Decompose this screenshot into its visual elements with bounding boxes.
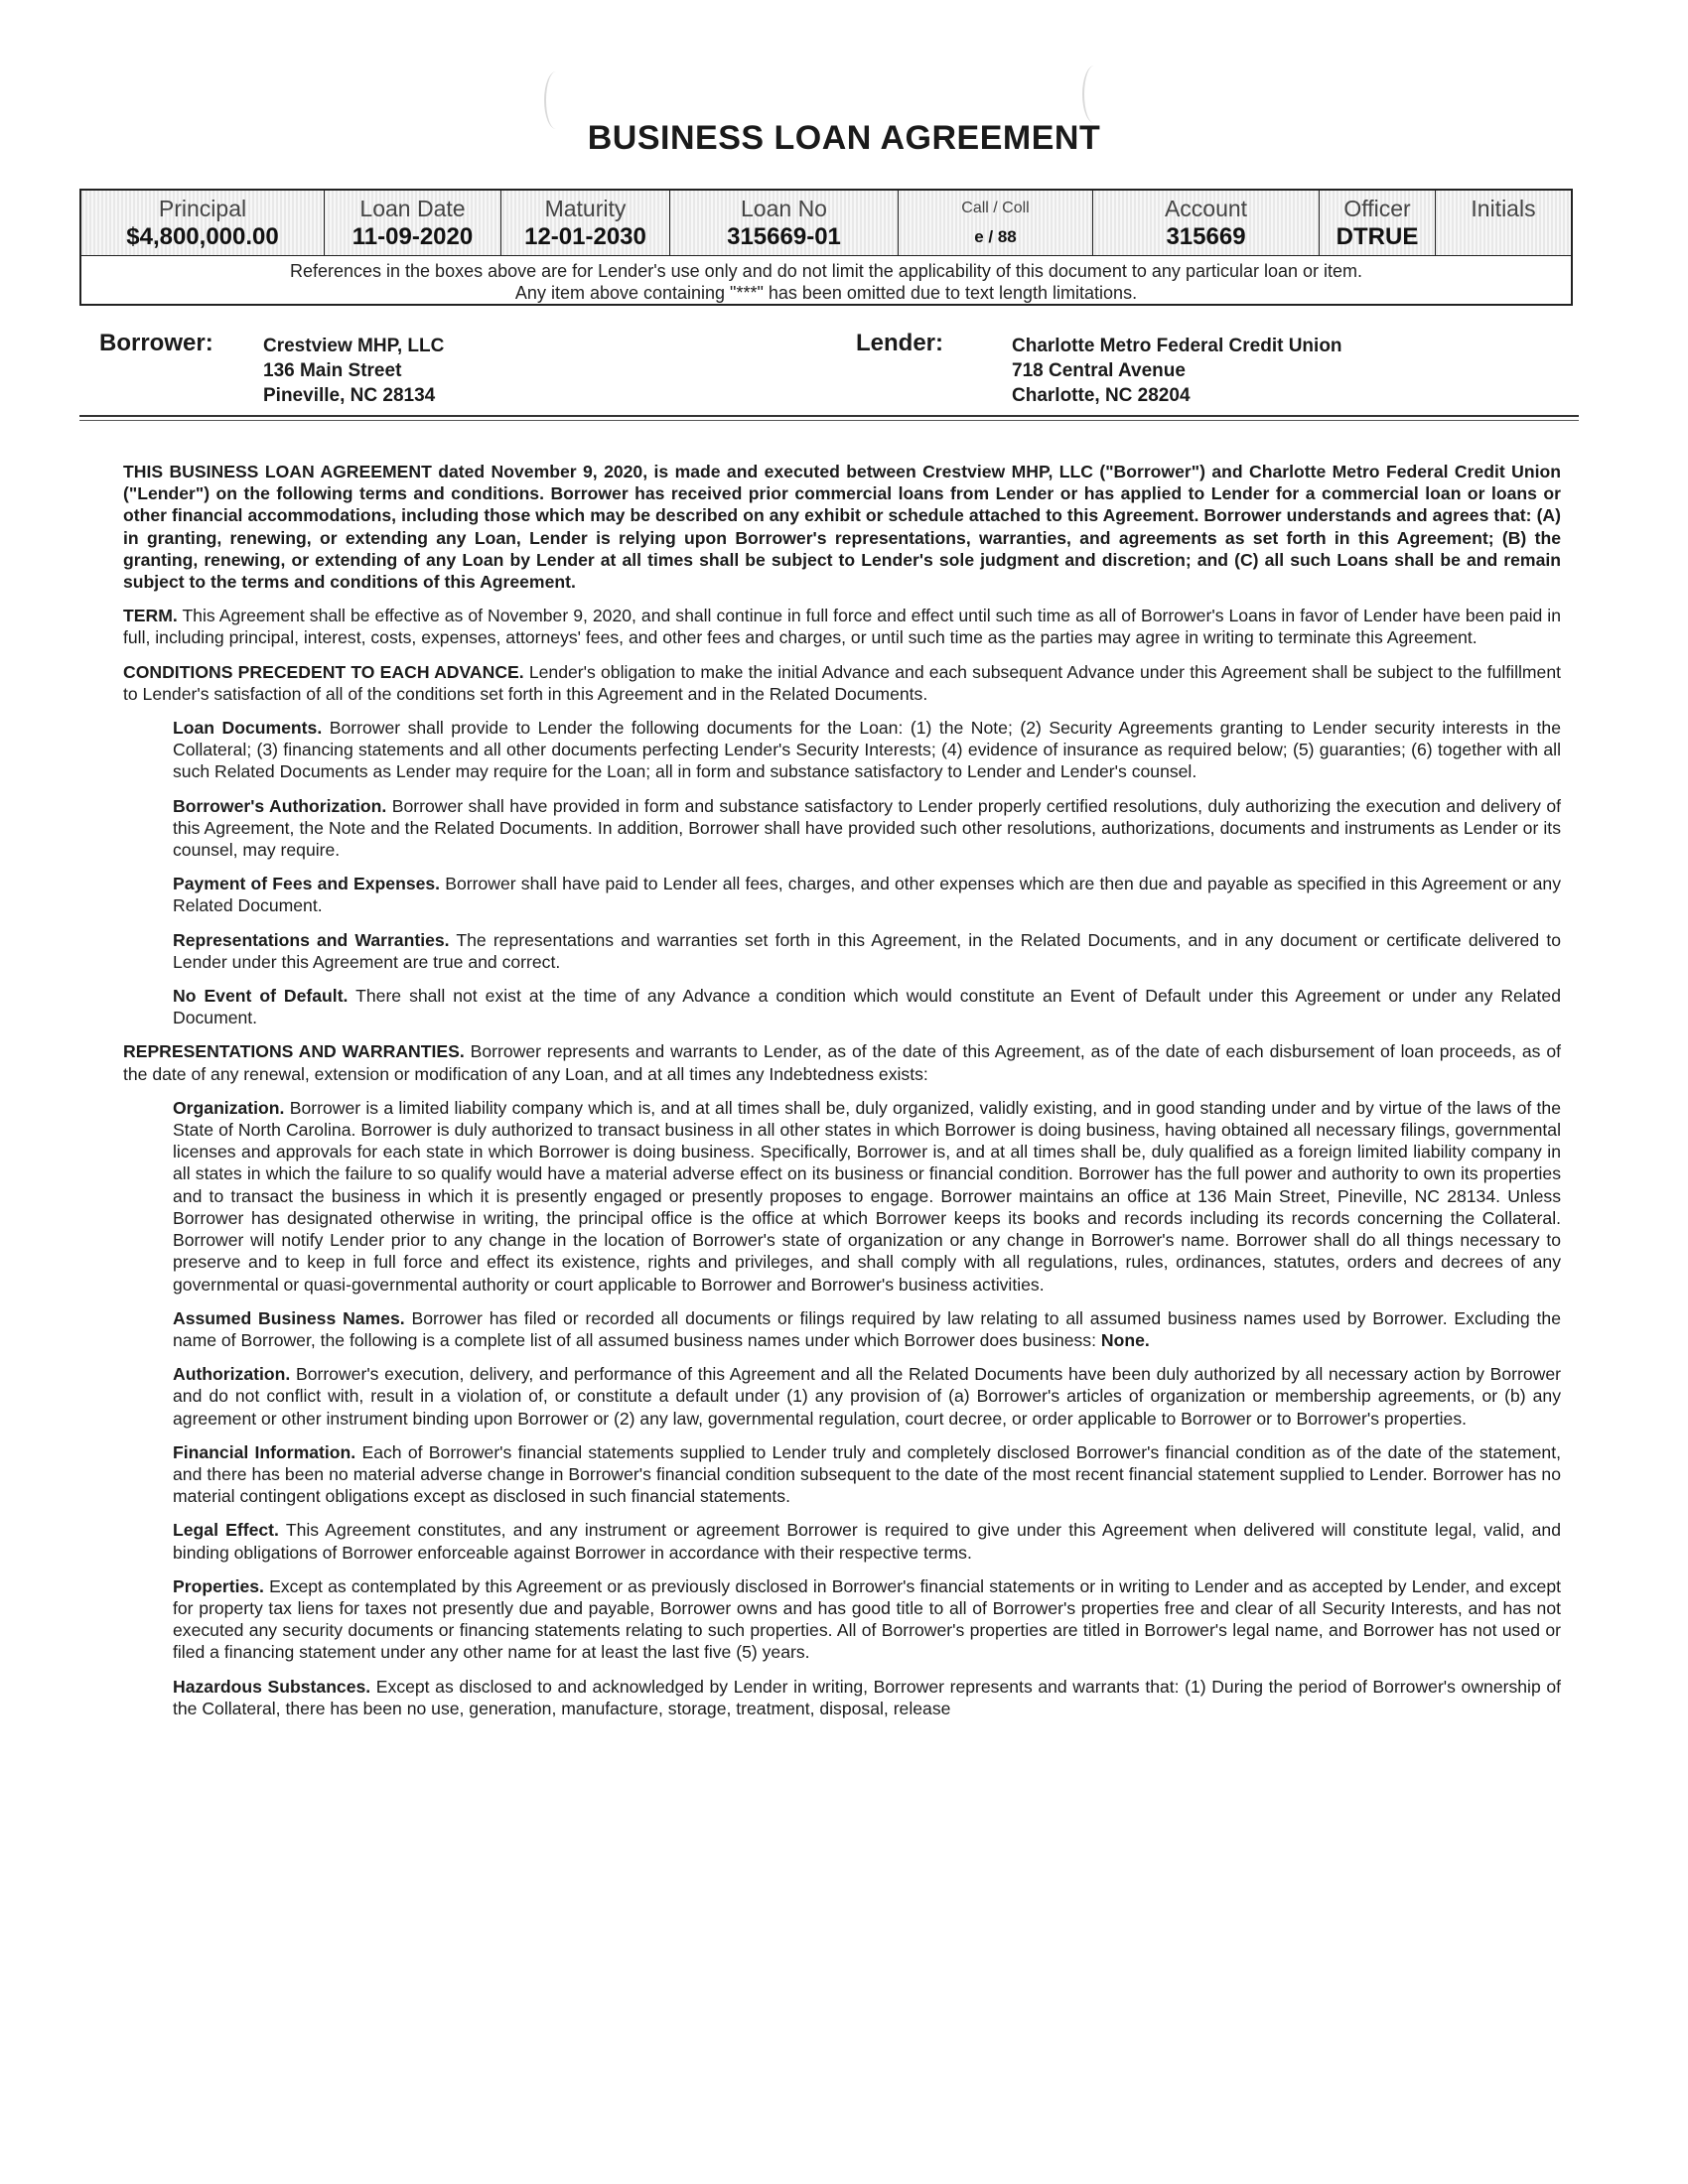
conditions-heading: CONDITIONS PRECEDENT TO EACH ADVANCE. [123, 661, 524, 682]
maturity-label: Maturity [544, 196, 627, 221]
representation-heading: Hazardous Substances. [173, 1676, 371, 1697]
condition-text: Borrower shall have paid to Lender all fees, charges, and other expenses which are then due and payable as specified in this Agreement or any Related Document. [173, 874, 1562, 916]
officer-label: Officer [1343, 196, 1411, 221]
account-cell [1093, 191, 1320, 255]
principal-value: $4,800,000.00 [126, 223, 279, 250]
agreement-body [123, 461, 1561, 1731]
lender-street: 718 Central Avenue [1012, 360, 1186, 381]
lender-city: Charlotte, NC 28204 [1012, 385, 1191, 406]
loan-date-value: 11-09-2020 [352, 223, 474, 250]
borrower-address [263, 334, 444, 408]
representation-text: Each of Borrower's financial statements supplied to Lender truly and completely disclosed Borrower's financial condition as of the date of the statement, and there has been no material adverse change in Borrower's financial condition subsequent to the date of the most recent financial statement supplied to Lender. Borrower has no material contingent obligations except as disclosed in such financial statements. [173, 1441, 1561, 1507]
condition-item [173, 985, 1561, 1028]
initials-label: Initials [1471, 196, 1536, 221]
loan-no-cell [670, 191, 899, 255]
representation-item [173, 1519, 1561, 1563]
borrower-label: Borrower: [99, 330, 213, 356]
representation-heading: Legal Effect. [173, 1520, 279, 1541]
loan-no-value: 315669-01 [727, 223, 841, 250]
condition-heading: Loan Documents. [173, 718, 323, 739]
loan-date-cell [325, 191, 501, 255]
header-divider [79, 415, 1579, 417]
reference-note-line: References in the boxes above are for Lender's use only and do not limit the applicability of this document to any particular loan or item. [289, 261, 1363, 281]
representation-text: This Agreement constitutes, and any instrument or agreement Borrower is required to give under this Agreement when delivered will constitute legal, valid, and binding obligations of Borrower enforceable against Borrower in accordance with their respective terms. [173, 1520, 1561, 1563]
condition-heading: Representations and Warranties. [173, 929, 450, 950]
document-title: BUSINESS LOAN AGREEMENT [587, 119, 1101, 157]
representation-item [173, 1441, 1561, 1508]
term-heading: TERM. [123, 606, 178, 626]
intro-paragraph: THIS BUSINESS LOAN AGREEMENT dated November 9, 2020, is made and executed between Crestview MHP, LLC ("Borrower") and Charlotte Metro Federal Credit Union ("Lender") on the following terms and conditions. Borrower has received prior commercial loans from Lender or has applied to Lender for a commercial loan or loans or other financial accommodations, including those which may be described on any exhibit or schedule attached to this Agreement. Borrower understands and agrees that: (A) in granting, renewing, or extending any Loan, Lender is relying upon Borrower's representations, warranties, and agreements as set forth in this Agreement; (B) the granting, renewing, or extending of any Loan by Lender at all times shall be subject to Lender's sole judgment and discretion; and (C) all such Loans shall be and remain subject to the terms and conditions of this Agreement. [123, 462, 1561, 593]
conditions-section [123, 661, 1561, 705]
condition-item [173, 717, 1561, 783]
representation-item [173, 1363, 1561, 1430]
representation-heading: Authorization. [173, 1364, 291, 1385]
representation-tail: None. [1100, 1329, 1150, 1350]
condition-text: Borrower shall provide to Lender the following documents for the Loan: (1) the Note; (2) Security Agreements granting to Lender security interests in the Collateral; (3) financing statements and all other documents perfecting Lender's Security Interests; (4) evidence of insurance as required below; (5) guaranties; (6) together with all such Related Documents as Lender may require for the Loan; all in form and substance satisfactory to Lender and Lender's counsel. [173, 718, 1562, 782]
account-value: 315669 [1166, 223, 1246, 250]
officer-cell [1320, 191, 1436, 255]
borrower-street: 136 Main Street [263, 360, 402, 381]
condition-item [173, 929, 1561, 973]
representation-text: Except as contemplated by this Agreement or as previously disclosed in Borrower's financial statements or in writing to Lender and as accepted by Lender, and except for property tax liens for taxes not presently due and payable, Borrower owns and has good title to all of Borrower's properties free and clear of all Security Interests, and has not executed any security documents or financing statements relating to such properties. All of Borrower's properties are titled in Borrower's legal name, and Borrower has not used or filed a financing statement under any other name for at least the last five (5) years. [173, 1575, 1562, 1663]
loan-no-label: Loan No [741, 196, 827, 221]
representation-heading: Properties. [173, 1575, 264, 1596]
loan-reference-table [79, 189, 1573, 306]
loan-reference-row [81, 191, 1571, 256]
term-section [123, 605, 1561, 648]
loan-date-label: Loan Date [359, 196, 466, 221]
principal-label: Principal [158, 196, 247, 221]
maturity-value: 12-01-2030 [524, 223, 646, 250]
call-coll-value: e / 88 [974, 227, 1017, 246]
lender-address [1012, 334, 1342, 408]
representation-item [173, 1097, 1561, 1296]
representations-section [123, 1040, 1561, 1084]
representation-heading: Organization. [173, 1097, 285, 1118]
representation-heading: Financial Information. [173, 1441, 356, 1462]
condition-heading: Borrower's Authorization. [173, 795, 387, 816]
scan-mark [1082, 66, 1106, 123]
reference-note-line: Any item above containing "***" has been omitted due to text length limitations. [514, 283, 1138, 303]
header-divider [79, 420, 1579, 421]
condition-heading: Payment of Fees and Expenses. [173, 874, 441, 894]
representation-text: Except as disclosed to and acknowledged by Lender in writing, Borrower represents and warrants that: (1) During the period of Borrower's ownership of the Collateral, there has been no use, generation, manufacture, storage, treatment, disposal, release [173, 1676, 1561, 1718]
maturity-cell [501, 191, 670, 255]
term-text: This Agreement shall be effective as of November 9, 2020, and shall continue in full force and effect until such time as all of Borrower's Loans in favor of Lender have been paid in full, including principal, interest, costs, expenses, attorneys' fees, and other fees and charges, or until such time as the parties may agree in writing to terminate this Agreement. [123, 606, 1561, 648]
initials-cell [1436, 191, 1571, 255]
condition-heading: No Event of Default. [173, 986, 349, 1007]
condition-item [173, 795, 1561, 862]
conditions-text: Lender's obligation to make the initial Advance and each subsequent Advance under this Agreement shall be subject to the fulfillment to Lender's satisfaction of all of the conditions set forth in this Agreement and in the Related Documents. [123, 661, 1562, 704]
representation-item [173, 1307, 1561, 1351]
lender-name: Charlotte Metro Federal Credit Union [1012, 336, 1342, 356]
call-coll-cell [899, 191, 1093, 255]
officer-value: DTRUE [1336, 223, 1419, 250]
borrower-name: Crestview MHP, LLC [263, 336, 445, 356]
representation-item [173, 1676, 1561, 1719]
condition-text: Borrower shall have provided in form and substance satisfactory to Lender properly certified resolutions, duly authorizing the execution and delivery of this Agreement, the Note and the Related Documents. In addition, Borrower shall have provided such other resolutions, authorizations, documents and instruments as Lender or its counsel, may require. [173, 795, 1561, 861]
lender-label: Lender: [856, 330, 944, 356]
condition-item [173, 873, 1561, 916]
condition-text: The representations and warranties set forth in this Agreement, in the Related Documents, and in any document or certificate delivered to Lender under this Agreement are true and correct. [173, 929, 1562, 972]
representations-text: Borrower represents and warrants to Lender, as of the date of this Agreement, as of the date of each disbursement of loan proceeds, as of the date of any renewal, extension or modification of any Loan, and at all times any Indebtedness exists: [123, 1041, 1561, 1084]
account-label: Account [1164, 196, 1248, 221]
representation-item [173, 1575, 1561, 1664]
representation-heading: Assumed Business Names. [173, 1307, 405, 1328]
representation-text: Borrower has filed or recorded all documents or filings required by law relating to all assumed business names used by Borrower. Excluding the name of Borrower, the following is a complete list of all assumed business names under which Borrower does business: [173, 1307, 1561, 1350]
borrower-city: Pineville, NC 28134 [263, 385, 436, 406]
representations-heading: REPRESENTATIONS AND WARRANTIES. [123, 1041, 465, 1062]
representation-text: Borrower's execution, delivery, and performance of this Agreement and all the Related Documents have been duly authorized by all necessary action by Borrower and do not conflict with, result in a violation of, or constitute a default under (1) any provision of (a) Borrower's articles of organization or membership agreements, or (b) any agreement or other instrument binding upon Borrower or (2) any law, governmental regulation, court decree, or order applicable to Borrower or to Borrower's properties. [173, 1364, 1562, 1429]
call-coll-label: Call / Coll [961, 200, 1030, 216]
representation-text: Borrower is a limited liability company which is, and at all times shall be, duly organized, validly existing, and in good standing under and by virtue of the laws of the State of North Carolina. Borrower is duly authorized to transact business in all other states in which Borrower is doing business, having obtained all necessary filings, governmental licenses and approvals for each state in which Borrower is doing business. Specifically, Borrower is, and at all times shall be, duly qualified as a foreign limited liability company in all states in which the failure to so qualify would have a material adverse effect on its business or financial condition. Borrower has the full power and authority to own its properties and to transact the business in which it is presently engaged or presently proposes to engage. Borrower maintains an office at 136 Main Street, Pineville, NC 28134. Unless Borrower has designated otherwise in writing, the principal office is the office at which Borrower keeps its books and records including its records concerning the Collateral. Borrower will notify Lender prior to any change in the location of Borrower's state of organization or any change in Borrower's name. Borrower shall do all things necessary to preserve and to keep in full force and effect its existence, rights and privileges, and shall comply with all regulations, rules, ordinances, statutes, orders and decrees of any governmental or quasi-governmental authority or court applicable to Borrower and Borrower's business activities. [173, 1097, 1562, 1295]
principal-cell [81, 191, 325, 255]
condition-text: There shall not exist at the time of any Advance a condition which would constitute an Event of Default under this Agreement or under any Related Document. [173, 986, 1561, 1028]
reference-note [81, 260, 1571, 304]
